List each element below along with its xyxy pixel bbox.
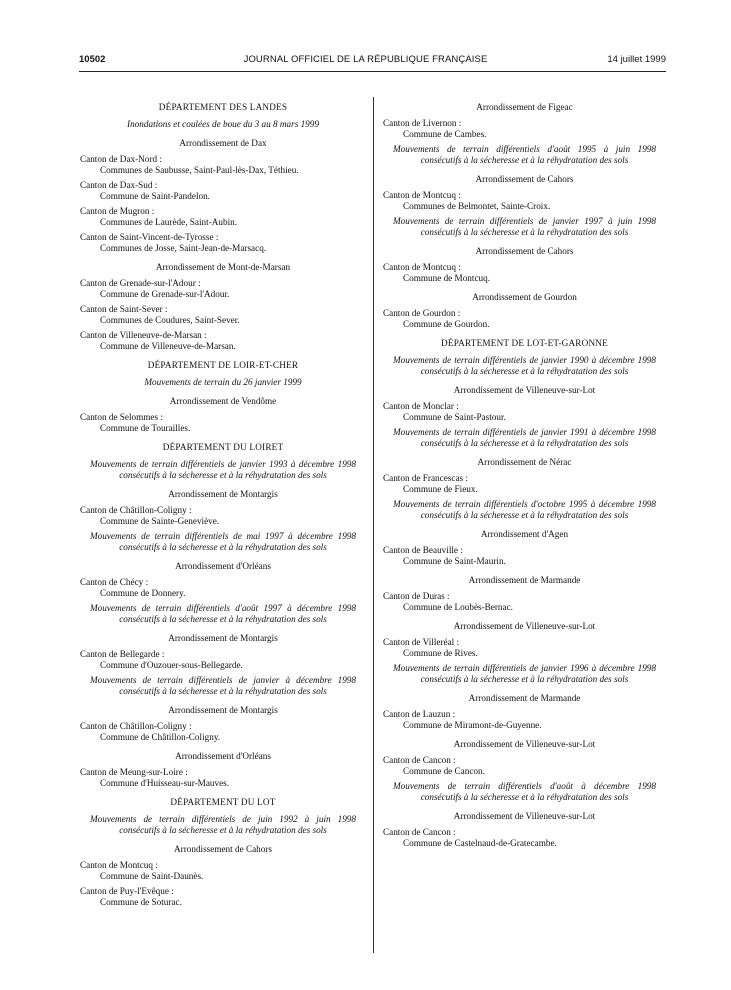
- canton-name: Canton de Chécy :: [80, 577, 149, 587]
- canton-entry: [383, 262, 666, 284]
- canton-name: Canton de Saint-Vincent-de-Tyrosse :: [80, 232, 219, 242]
- event-description: Mouvements de terrain différentiels de janvier 1990 à décembre 1998 consécutifs à la sécheresse et à la réhydratation des sols: [393, 355, 656, 376]
- commune-list: Communes de Laurède, Saint-Aubin.: [100, 217, 238, 227]
- commune-list: Commune de Miramont-de-Guyenne.: [403, 720, 542, 730]
- arrondissement-heading: Arrondissement de Vendôme: [169, 396, 277, 406]
- canton-name: Canton de Lauzun :: [383, 709, 456, 719]
- commune-list: Commune de Saint-Maurin.: [403, 556, 506, 566]
- canton-entry: [80, 505, 366, 527]
- canton-name: Canton de Mugron :: [80, 206, 155, 216]
- arrondissement-heading: Arrondissement de Montargis: [168, 489, 278, 499]
- canton-name: Canton de Saint-Sever :: [80, 304, 168, 314]
- canton-name: Canton de Cancon :: [383, 827, 456, 837]
- event-description: Mouvements de terrain différentiels de janvier 1996 à décembre 1998 consécutifs à la sécheresse et à la réhydratation des sols: [393, 663, 656, 684]
- commune-list: Commune de Gourdon.: [403, 319, 490, 329]
- canton-name: Canton de Villeréal :: [383, 637, 460, 647]
- canton-name: Canton de Livernon :: [383, 118, 462, 128]
- canton-name: Canton de Châtillon-Coligny :: [80, 721, 192, 731]
- canton-name: Canton de Francescas :: [383, 473, 468, 483]
- arrondissement-heading: Arrondissement de Gourdon: [472, 292, 577, 302]
- event-description: Mouvements de terrain différentiels d'août 1995 à juin 1998 consécutifs à la sécheresse et à la réhydratation des sols: [393, 144, 656, 165]
- arrondissement-heading: Arrondissement de Marmande: [468, 575, 581, 585]
- commune-list: Commune de Cambes.: [403, 129, 487, 139]
- event-description: Mouvements de terrain différentiels de janvier à décembre 1998 consécutifs à la sécheresse et à la réhydratation des sols: [90, 675, 356, 696]
- department-heading: DÉPARTEMENT DE LOIR-ET-CHER: [147, 360, 299, 370]
- department-heading: DÉPARTEMENT DU LOIRET: [162, 442, 284, 452]
- canton-name: Canton de Bellegarde :: [80, 649, 165, 659]
- commune-list: Commune de Montcuq.: [403, 273, 491, 283]
- canton-entry: [80, 154, 366, 176]
- right-column: [383, 102, 666, 853]
- arrondissement-heading: Arrondissement d'Orléans: [175, 561, 271, 571]
- event-description: Mouvements de terrain différentiels de janvier 1993 à décembre 1998 consécutifs à la sécheresse et à la réhydratation des sols: [90, 459, 356, 480]
- canton-entry: [80, 278, 366, 300]
- arrondissement-heading: Arrondissement de Nérac: [477, 457, 572, 467]
- department-heading: DÉPARTEMENT DU LOT: [170, 797, 276, 807]
- canton-name: Canton de Cancon :: [383, 755, 456, 765]
- commune-list: Commune de Soturac.: [100, 897, 182, 907]
- canton-entry: [383, 755, 666, 777]
- event-description: Mouvements de terrain différentiels d'août 1997 à décembre 1998 consécutifs à la sécheresse et à la réhydratation des sols: [90, 603, 356, 624]
- canton-name: Canton de Monclar :: [383, 401, 459, 411]
- canton-entry: [80, 232, 366, 254]
- canton-name: Canton de Beauville :: [383, 545, 463, 555]
- event-description: Mouvements de terrain différentiels d'août à décembre 1998 consécutifs à la sécheresse et à la réhydratation des sols: [393, 781, 656, 802]
- canton-entry: [80, 721, 366, 743]
- arrondissement-heading: Arrondissement d'Orléans: [175, 751, 271, 761]
- canton-entry: [383, 118, 666, 140]
- arrondissement-heading: Arrondissement de Dax: [179, 138, 267, 148]
- canton-name: Canton de Duras :: [383, 591, 450, 601]
- event-description: Mouvements de terrain différentiels de mai 1997 à décembre 1998 consécutifs à la sécheresse et à la réhydratation des sols: [90, 531, 356, 552]
- commune-list: Commune de Donnery.: [100, 588, 186, 598]
- commune-list: Commune de Cancon.: [403, 766, 485, 776]
- canton-name: Canton de Meung-sur-Loire :: [80, 767, 188, 777]
- canton-entry: [80, 886, 366, 908]
- arrondissement-heading: Arrondissement de Cahors: [475, 174, 574, 184]
- commune-list: Communes de Saubusse, Saint-Paul-lès-Dax, Téthieu.: [100, 165, 299, 175]
- canton-entry: [80, 860, 366, 882]
- commune-list: Commune de Châtillon-Coligny.: [100, 732, 221, 742]
- canton-name: Canton de Grenade-sur-l'Adour :: [80, 278, 201, 288]
- arrondissement-heading: Arrondissement de Villeneuve-sur-Lot: [453, 811, 596, 821]
- canton-entry: [80, 649, 366, 671]
- canton-name: Canton de Châtillon-Coligny :: [80, 505, 192, 515]
- canton-name: Canton de Gourdon :: [383, 308, 461, 318]
- canton-name: Canton de Dax-Nord :: [80, 154, 162, 164]
- canton-entry: [80, 412, 366, 434]
- commune-list: Communes de Josse, Saint-Jean-de-Marsacq.: [100, 243, 267, 253]
- canton-entry: [383, 709, 666, 731]
- arrondissement-heading: Arrondissement de Marmande: [468, 693, 581, 703]
- event-description: Inondations et coulées de boue du 3 au 8 mars 1999: [127, 119, 319, 129]
- department-heading: DÉPARTEMENT DE LOT-ET-GARONNE: [441, 338, 608, 348]
- canton-entry: [383, 473, 666, 495]
- commune-list: Commune d'Huisseau-sur-Mauves.: [100, 778, 230, 788]
- arrondissement-heading: Arrondissement de Cahors: [174, 844, 272, 854]
- canton-name: Canton de Puy-l'Evêque :: [80, 886, 174, 896]
- arrondissement-heading: Arrondissement de Mont-de-Marsan: [155, 262, 291, 272]
- canton-name: Canton de Dax-Sud :: [80, 180, 158, 190]
- commune-list: Commune de Sainte-Geneviève.: [100, 516, 220, 526]
- commune-list: Commune de Saint-Pastour.: [403, 412, 506, 422]
- canton-name: Canton de Montcuq :: [80, 860, 158, 870]
- commune-list: Commune de Fieux.: [403, 484, 478, 494]
- canton-entry: [383, 591, 666, 613]
- journal-title: JOURNAL OFFICIEL DE LA RÉPUBLIQUE FRANÇAISE: [243, 54, 488, 65]
- commune-list: Communes de Coudures, Saint-Sever.: [100, 315, 240, 325]
- canton-name: Canton de Villeneuve-de-Marsan :: [80, 330, 207, 340]
- page-header: [0, 54, 731, 70]
- arrondissement-heading: Arrondissement de Villeneuve-sur-Lot: [453, 385, 596, 395]
- canton-entry: [80, 767, 366, 789]
- canton-entry: [383, 637, 666, 659]
- column-divider: [373, 97, 374, 953]
- issue-date: 14 juillet 1999: [607, 54, 666, 65]
- canton-name: Canton de Montcuq :: [383, 262, 461, 272]
- page-number: 10502: [79, 54, 106, 65]
- event-description: Mouvements de terrain différentiels de juin 1992 à juin 1998 consécutifs à la sécheresse et à la réhydratation des sols: [90, 814, 356, 835]
- event-description: Mouvements de terrain différentiels de janvier 1991 à décembre 1998 consécutifs à la sécheresse et à la réhydratation des sols: [393, 427, 656, 448]
- arrondissement-heading: Arrondissement de Figeac: [476, 102, 573, 112]
- commune-list: Commune de Saint-Daunès.: [100, 871, 204, 881]
- commune-list: Commune de Rives.: [403, 648, 478, 658]
- commune-list: Commune de Loubès-Bernac.: [403, 602, 513, 612]
- canton-entry: [80, 330, 366, 352]
- canton-entry: [383, 545, 666, 567]
- canton-entry: [80, 304, 366, 326]
- canton-name: Canton de Selommes :: [80, 412, 163, 422]
- event-description: Mouvements de terrain différentiels d'octobre 1995 à décembre 1998 consécutifs à la sécheresse et à la réhydratation des sols: [393, 499, 656, 520]
- canton-name: Canton de Montcuq :: [383, 190, 461, 200]
- event-description: Mouvements de terrain différentiels de janvier 1997 à juin 1998 consécutifs à la sécheresse et à la réhydratation des sols: [393, 216, 656, 237]
- canton-entry: [383, 827, 666, 849]
- canton-entry: [383, 401, 666, 423]
- commune-list: Commune de Castelnaud-de-Gratecambe.: [403, 838, 557, 848]
- arrondissement-heading: Arrondissement de Cahors: [475, 246, 574, 256]
- commune-list: Commune de Grenade-sur-l'Adour.: [100, 289, 230, 299]
- left-column: [80, 102, 366, 912]
- arrondissement-heading: Arrondissement d'Agen: [480, 529, 569, 539]
- canton-entry: [383, 308, 666, 330]
- commune-list: Communes de Belmontet, Sainte-Croix.: [403, 201, 551, 211]
- canton-entry: [80, 180, 366, 202]
- canton-entry: [80, 577, 366, 599]
- arrondissement-heading: Arrondissement de Villeneuve-sur-Lot: [453, 621, 596, 631]
- commune-list: Commune d'Ouzouer-sous-Bellegarde.: [100, 660, 243, 670]
- arrondissement-heading: Arrondissement de Montargis: [168, 633, 278, 643]
- header-rule: [79, 71, 666, 72]
- arrondissement-heading: Arrondissement de Villeneuve-sur-Lot: [453, 739, 596, 749]
- commune-list: Commune de Saint-Pandelon.: [100, 191, 210, 201]
- commune-list: Commune de Tourailles.: [100, 423, 191, 433]
- event-description: Mouvements de terrain du 26 janvier 1999: [144, 377, 302, 387]
- canton-entry: [80, 206, 366, 228]
- canton-entry: [383, 190, 666, 212]
- commune-list: Commune de Villeneuve-de-Marsan.: [100, 341, 236, 351]
- arrondissement-heading: Arrondissement de Montargis: [168, 705, 278, 715]
- department-heading: DÉPARTEMENT DES LANDES: [158, 102, 288, 112]
